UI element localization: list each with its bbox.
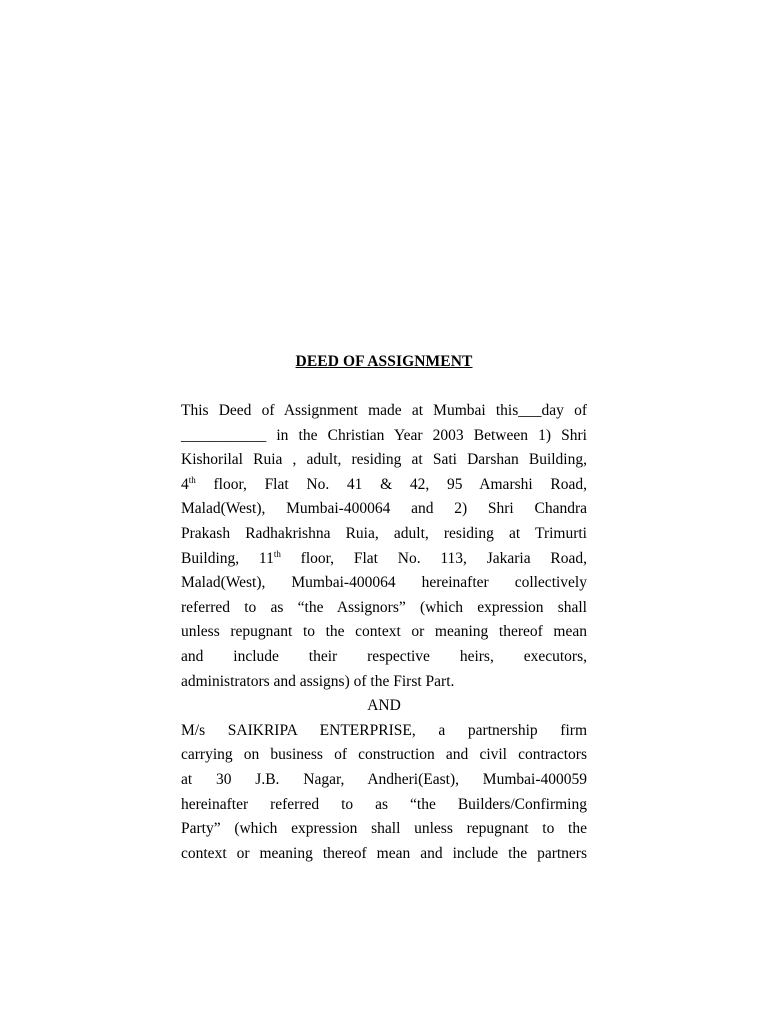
document-title: DEED OF ASSIGNMENT bbox=[295, 353, 473, 370]
line-text: context or meaning thereof mean and include the partners bbox=[181, 844, 587, 862]
body-line bbox=[181, 645, 587, 670]
line-text: Malad(West), Mumbai-400064 and 2) Shri Chandra bbox=[181, 500, 587, 518]
body-line bbox=[181, 473, 587, 498]
body-line bbox=[181, 547, 587, 572]
document-body bbox=[181, 399, 587, 866]
line-text: and include their respective heirs, executors, bbox=[181, 647, 587, 665]
body-line bbox=[181, 596, 587, 621]
line-text: at 30 J.B. Nagar, Andheri(East), Mumbai-400059 bbox=[181, 770, 587, 788]
body-line bbox=[181, 399, 587, 424]
line-text: hereinafter referred to as “the Builders/Confirming bbox=[181, 795, 587, 813]
body-line bbox=[181, 719, 587, 744]
body-line bbox=[181, 670, 587, 695]
ordinal-superscript: th bbox=[188, 474, 196, 485]
line-text: Building, 11 bbox=[181, 549, 274, 567]
body-line bbox=[181, 522, 587, 547]
line-text: Party” (which expression shall unless repugnant to the bbox=[181, 820, 587, 838]
body-line bbox=[181, 620, 587, 645]
line-text: 4 bbox=[181, 475, 189, 493]
body-line bbox=[181, 743, 587, 768]
body-line bbox=[181, 842, 587, 867]
body-line bbox=[181, 768, 587, 793]
line-text: unless repugnant to the context or meaning thereof mean bbox=[181, 623, 587, 641]
line-text: ___________ in the Christian Year 2003 Between 1) Shri bbox=[181, 426, 587, 444]
line-text: referred to as “the Assignors” (which expression shall bbox=[181, 598, 587, 616]
line-text: Prakash Radhakrishna Ruia, adult, residing at Trimurti bbox=[181, 524, 587, 542]
ordinal-superscript: th bbox=[273, 548, 281, 559]
line-text: M/s SAIKRIPA ENTERPRISE, a partnership firm bbox=[181, 721, 587, 739]
line-text: administrators and assigns) of the First Part. bbox=[181, 672, 455, 690]
line-text: carrying on business of construction and civil contractors bbox=[181, 746, 587, 764]
body-line bbox=[181, 793, 587, 818]
separator-and bbox=[181, 694, 587, 719]
line-text: AND bbox=[367, 697, 401, 715]
body-line bbox=[181, 817, 587, 842]
line-text: floor, Flat No. 41 & 42, 95 Amarshi Road, bbox=[195, 475, 587, 493]
body-line bbox=[181, 424, 587, 449]
body-line bbox=[181, 571, 587, 596]
line-text: Malad(West), Mumbai-400064 hereinafter collectively bbox=[181, 574, 587, 592]
body-line bbox=[181, 448, 587, 473]
line-text: This Deed of Assignment made at Mumbai this___day of bbox=[181, 402, 587, 419]
line-text: floor, Flat No. 113, Jakaria Road, bbox=[280, 549, 587, 567]
line-text: Kishorilal Ruia , adult, residing at Sati Darshan Building, bbox=[181, 451, 587, 469]
body-line bbox=[181, 497, 587, 522]
